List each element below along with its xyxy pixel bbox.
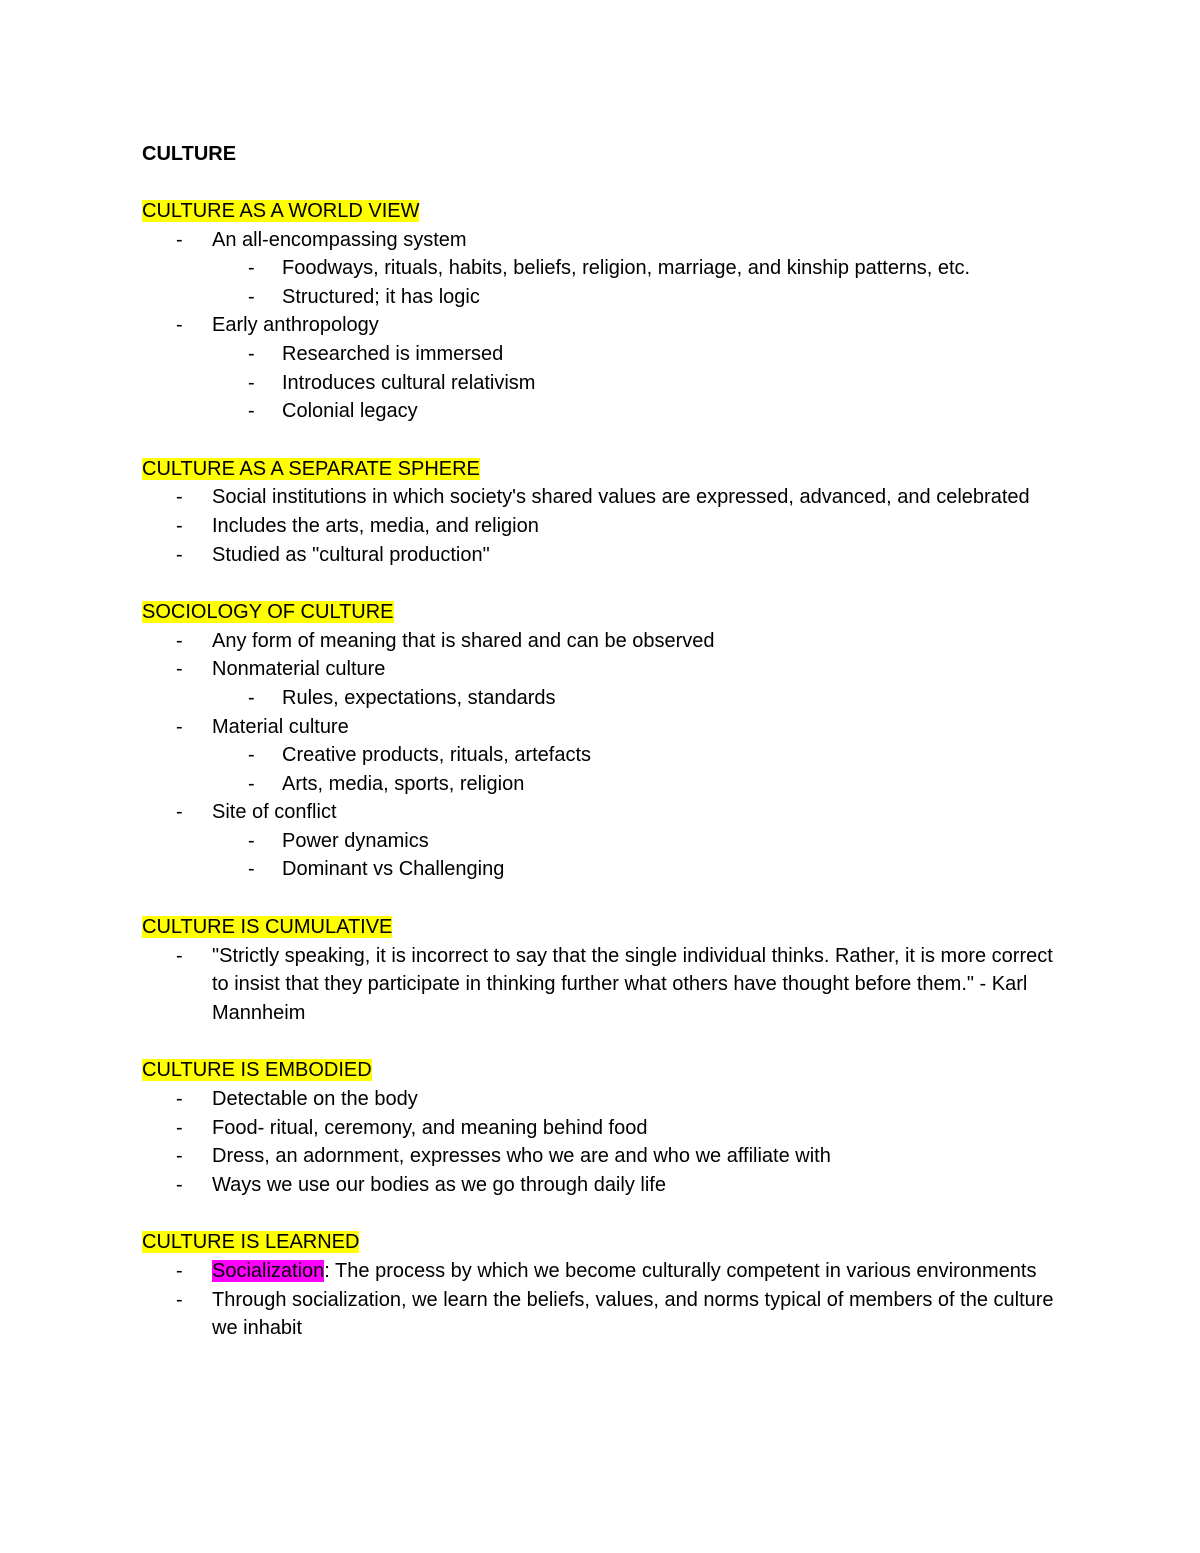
bullet-dash: - — [176, 801, 183, 824]
bullet-list — [142, 226, 1062, 426]
list-item-text: Dress, an adornment, expresses who we are and who we affiliate with — [212, 1145, 831, 1168]
list-item — [142, 1286, 1062, 1343]
list-item — [142, 798, 1062, 884]
sub-bullet-list — [142, 254, 1062, 311]
quote-text: "Strictly speaking, it is incorrect to say that the single individual thinks. Rather, it is more correct to insist that they participate in thinking further what others have thought before them." - Karl Mannheim — [212, 944, 1053, 1024]
sub-bullet-list — [142, 741, 1062, 798]
bullet-dash: - — [176, 228, 183, 251]
bullet-dash: - — [248, 400, 255, 423]
document-page — [142, 140, 1062, 1372]
heading-highlight: SOCIOLOGY OF CULTURE — [142, 601, 394, 624]
sub-list-item-text: Creative products, rituals, artefacts — [282, 744, 592, 767]
sub-list-item-text: Colonial legacy — [282, 400, 418, 423]
list-item-text: Social institutions in which society's shared values are expressed, advanced, and celebrated — [212, 486, 1030, 509]
list-item — [142, 627, 1062, 656]
sub-list-item — [142, 283, 1062, 312]
sub-bullet-list — [142, 684, 1062, 713]
bullet-dash: - — [176, 944, 183, 967]
section-embodied — [142, 1056, 1062, 1199]
section-sociology-of-culture — [142, 598, 1062, 884]
bullet-dash: - — [176, 1288, 183, 1311]
heading-highlight: CULTURE IS LEARNED — [142, 1231, 360, 1254]
list-item — [142, 541, 1062, 570]
bullet-list — [142, 1257, 1062, 1343]
sub-list-item — [142, 254, 1062, 283]
section-heading — [142, 197, 1062, 226]
bullet-list — [142, 1085, 1062, 1199]
bullet-dash: - — [248, 342, 255, 365]
sub-list-item-text: Dominant vs Challenging — [282, 858, 505, 881]
section-heading — [142, 455, 1062, 484]
list-item-text: Detectable on the body — [212, 1088, 418, 1111]
section-heading — [142, 1228, 1062, 1257]
list-item-text: Site of conflict — [212, 801, 337, 824]
sub-bullet-list — [142, 340, 1062, 426]
sub-list-item-text: Foodways, rituals, habits, beliefs, religion, marriage, and kinship patterns, etc. — [282, 257, 971, 280]
list-item-text: Includes the arts, media, and religion — [212, 514, 539, 537]
section-separate-sphere — [142, 455, 1062, 569]
sub-list-item — [142, 340, 1062, 369]
bullet-dash: - — [176, 1088, 183, 1111]
term-highlight: Socialization — [212, 1260, 325, 1282]
sub-list-item-text: Power dynamics — [282, 829, 429, 852]
sub-list-item-text: Introduces cultural relativism — [282, 371, 536, 394]
section-heading — [142, 913, 1062, 942]
list-item — [142, 1171, 1062, 1200]
sub-list-item — [142, 770, 1062, 799]
heading-highlight: CULTURE IS CUMULATIVE — [142, 916, 393, 939]
list-item — [142, 1257, 1062, 1286]
list-item — [142, 713, 1062, 799]
heading-highlight: CULTURE AS A WORLD VIEW — [142, 200, 420, 222]
list-item — [142, 311, 1062, 425]
list-item — [142, 655, 1062, 712]
bullet-dash: - — [176, 1116, 183, 1139]
bullet-list — [142, 483, 1062, 569]
list-item — [142, 1085, 1062, 1114]
sub-list-item — [142, 741, 1062, 770]
heading-highlight: CULTURE IS EMBODIED — [142, 1059, 372, 1082]
sub-list-item — [142, 855, 1062, 884]
sub-list-item — [142, 369, 1062, 398]
bullet-dash: - — [248, 744, 255, 767]
bullet-dash: - — [176, 543, 183, 566]
list-item-text: Studied as "cultural production" — [212, 543, 490, 566]
bullet-dash: - — [176, 314, 183, 337]
sub-bullet-list — [142, 827, 1062, 884]
section-world-view — [142, 197, 1062, 426]
bullet-dash: - — [176, 1173, 183, 1196]
bullet-dash: - — [248, 285, 255, 308]
section-heading — [142, 598, 1062, 627]
sub-list-item — [142, 684, 1062, 713]
section-heading — [142, 1056, 1062, 1085]
sub-list-item-text: Researched is immersed — [282, 342, 504, 365]
section-cumulative — [142, 913, 1062, 1027]
list-item-text: Ways we use our bodies as we go through daily life — [212, 1173, 666, 1196]
bullet-dash: - — [176, 715, 183, 738]
bullet-dash: - — [248, 686, 255, 709]
sub-list-item-text: Arts, media, sports, religion — [282, 772, 525, 795]
sub-list-item — [142, 827, 1062, 856]
section-learned — [142, 1228, 1062, 1342]
bullet-dash: - — [176, 658, 183, 681]
list-item-text: Any form of meaning that is shared and can be observed — [212, 629, 715, 652]
list-item — [142, 226, 1062, 312]
bullet-list — [142, 942, 1062, 1028]
list-item-text: Early anthropology — [212, 314, 379, 337]
list-item — [142, 942, 1062, 1028]
sub-list-item-text: Structured; it has logic — [282, 285, 480, 308]
bullet-dash: - — [176, 629, 183, 652]
list-item-text: Material culture — [212, 715, 349, 738]
bullet-dash: - — [248, 858, 255, 881]
heading-highlight: CULTURE AS A SEPARATE SPHERE — [142, 457, 480, 480]
definition-text: : The process by which we become culturally competent in various environments — [324, 1260, 1037, 1282]
list-item-text: Nonmaterial culture — [212, 658, 386, 681]
list-item — [142, 483, 1062, 512]
bullet-dash: - — [176, 514, 183, 537]
list-item-text: Through socialization, we learn the beliefs, values, and norms typical of members of the culture we inhabit — [212, 1288, 1054, 1340]
bullet-dash: - — [248, 371, 255, 394]
bullet-dash: - — [176, 1260, 183, 1282]
list-item — [142, 1142, 1062, 1171]
bullet-dash: - — [248, 829, 255, 852]
document-title: CULTURE — [142, 143, 237, 165]
list-item — [142, 512, 1062, 541]
sub-list-item-text: Rules, expectations, standards — [282, 686, 556, 709]
list-item-text: An all-encompassing system — [212, 228, 467, 251]
bullet-dash: - — [176, 1145, 183, 1168]
bullet-dash: - — [176, 486, 183, 509]
list-item — [142, 1114, 1062, 1143]
bullet-list — [142, 627, 1062, 884]
list-item-text: Food- ritual, ceremony, and meaning behind food — [212, 1116, 648, 1139]
sub-list-item — [142, 397, 1062, 426]
bullet-dash: - — [248, 257, 255, 280]
bullet-dash: - — [248, 772, 255, 795]
